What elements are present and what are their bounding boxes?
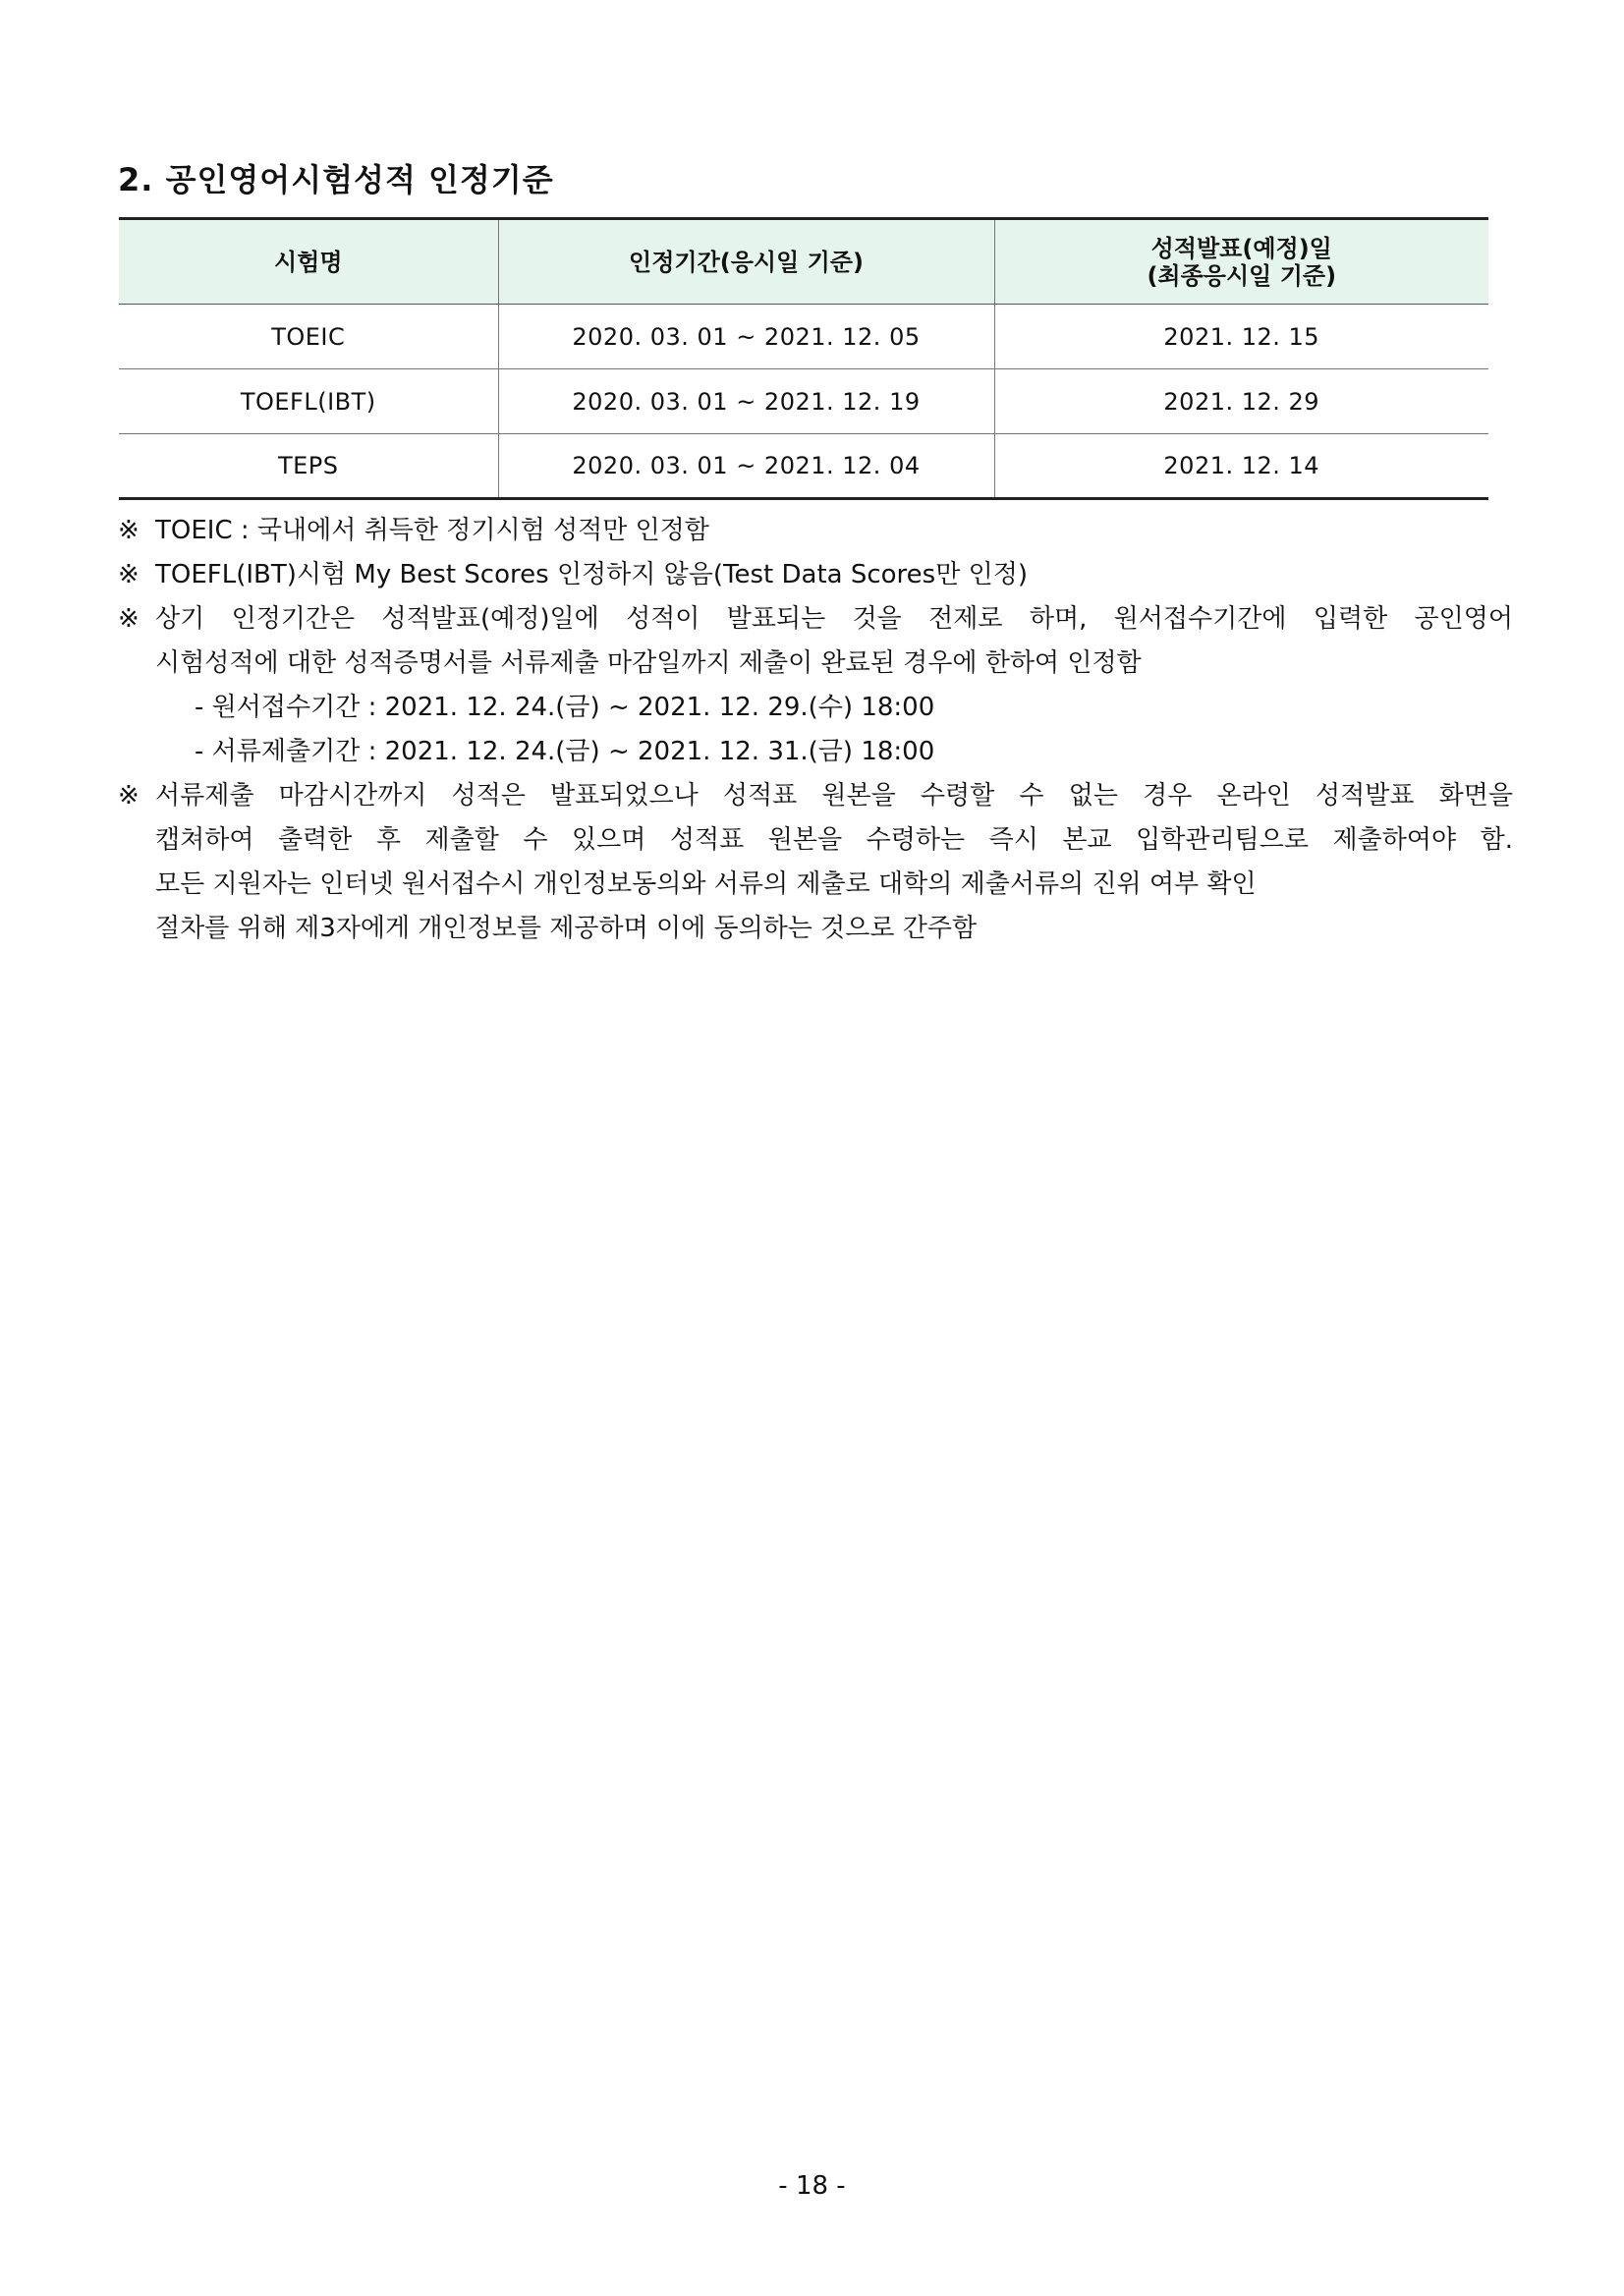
note-toefl <box>118 553 1513 597</box>
note-text: 서류제출 마감시간까지 성적은 발표되었으나 성적표 원본을 수령할 수 없는 경우 온라인 성적발표 화면을 <box>155 781 1513 811</box>
cell-exam-name: TEPS <box>119 434 498 499</box>
cell-release-date: 2021. 12. 29 <box>994 369 1488 434</box>
note-toeic <box>118 509 1513 553</box>
table-row <box>119 434 1488 499</box>
cell-exam-name: TOEIC <box>119 305 498 369</box>
cell-release-date: 2021. 12. 14 <box>994 434 1488 499</box>
cell-valid-period: 2020. 03. 01 ~ 2021. 12. 04 <box>498 434 994 499</box>
section-title: 2. 공인영어시험성적 인정기준 <box>118 161 554 198</box>
note-text: 모든 지원자는 인터넷 원서접수시 개인정보동의와 서류의 제출로 대학의 제출서류의 진위 여부 확인 <box>155 869 1257 899</box>
reference-mark: ※ <box>118 781 140 811</box>
page-number: - 18 - <box>778 2171 846 2201</box>
note-text: 시험성적에 대한 성적증명서를 서류제출 마감일까지 제출이 완료된 경우에 한하여 인정함 <box>155 648 1142 678</box>
header-score-release-date: 성적발표(예정)일 (최종응시일 기준) <box>994 219 1488 305</box>
cell-exam-name: TOEFL(IBT) <box>119 369 498 434</box>
note-text: 상기 인정기간은 성적발표(예정)일에 성적이 발표되는 것을 전제로 하며, 원서접수기간에 입력한 공인영어 <box>155 604 1513 634</box>
table-header-row <box>119 219 1488 305</box>
note-text: TOEFL(IBT)시험 My Best Scores 인정하지 않음(Test Data Scores만 인정) <box>155 560 1028 589</box>
note-text: 캡쳐하여 출력한 후 제출할 수 있으며 성적표 원본을 수령하는 즉시 본교 입학관리팀으로 제출하여야 함. <box>155 825 1513 855</box>
application-period-text: - 원서접수기간 : 2021. 12. 24.(금) ~ 2021. 12. 29.(수) 18:00 <box>195 693 935 722</box>
table-row <box>119 305 1488 369</box>
notes-list <box>118 509 1513 951</box>
reference-mark: ※ <box>118 604 140 634</box>
table-row <box>119 369 1488 434</box>
note-sub-document-period <box>118 730 1513 774</box>
note-text: 절차를 위해 제3자에게 개인정보를 제공하며 이에 동의하는 것으로 간주함 <box>155 914 978 943</box>
header-valid-period: 인정기간(응시일 기준) <box>498 219 994 305</box>
document-period-text: - 서류제출기간 : 2021. 12. 24.(금) ~ 2021. 12. 31.(금) 18:00 <box>195 737 935 766</box>
note-sub-application-period <box>118 686 1513 730</box>
cell-release-date: 2021. 12. 15 <box>994 305 1488 369</box>
header-exam-name: 시험명 <box>119 219 498 305</box>
note-text: TOEIC : 국내에서 취득한 정기시험 성적만 인정함 <box>155 516 709 545</box>
exam-criteria-table <box>119 217 1488 500</box>
note-valid-period <box>118 597 1513 686</box>
reference-mark: ※ <box>118 516 140 545</box>
cell-valid-period: 2020. 03. 01 ~ 2021. 12. 05 <box>498 305 994 369</box>
cell-valid-period: 2020. 03. 01 ~ 2021. 12. 19 <box>498 369 994 434</box>
note-document-deadline <box>118 774 1513 951</box>
reference-mark: ※ <box>118 560 140 589</box>
